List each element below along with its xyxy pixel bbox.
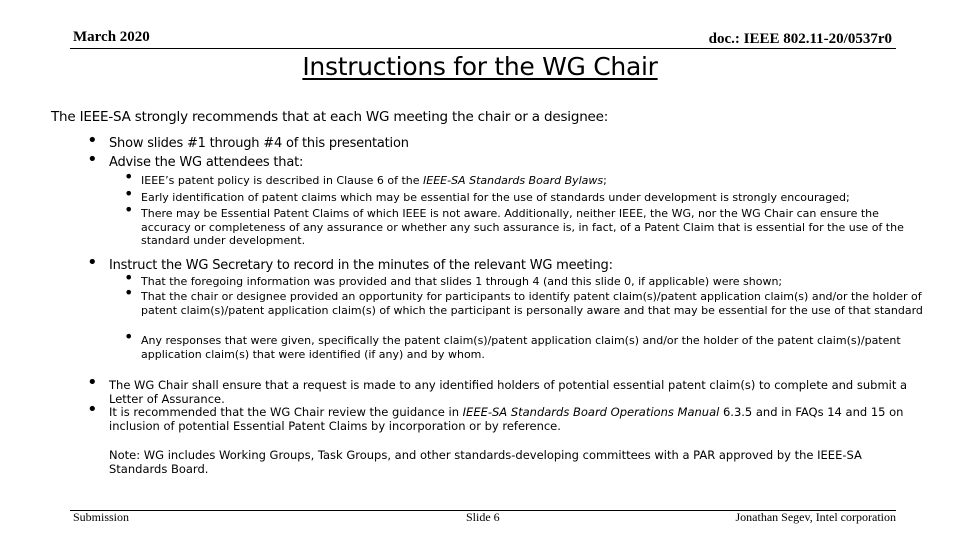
bullet-icon: • [124, 268, 134, 287]
bullet-icon: • [87, 149, 98, 170]
bullet-icon: • [87, 252, 98, 273]
sub-item-responses [124, 327, 926, 361]
bullet-icon: • [124, 283, 134, 302]
sub-item-text: There may be Essential Patent Claims of which IEEE is not aware. Additionally, neither IEEE, the WG, nor the WG Chair can ensure the accuracy or completeness of any assurance or whether any such assurance is, in fact, of a Patent Claim that is essential for the use of the standard under development. [141, 207, 904, 247]
sub-item-text: Early identification of patent claims which may be essential for the use of standards under development is strongly encouraged; [141, 191, 850, 204]
sub-item-text: IEEE’s patent policy is described in Clause 6 of the IEEE-SA Standards Board Bylaws; [141, 174, 607, 187]
list-item-text: Instruct the WG Secretary to record in the minutes of the relevant WG meeting: [109, 258, 613, 273]
sub-item-opportunity [124, 283, 926, 317]
sub-item-early-identification [124, 184, 926, 205]
footer-slide-number: Slide 6 [466, 510, 500, 524]
list-item-text: It is recommended that the WG Chair review the guidance in IEEE-SA Standards Board Operations Manual 6.3.5 and in FAQs 14 and 15 on inclusion of potential Essential Patent Claims by incorporation or by reference. [109, 405, 904, 433]
list-item-guidance-review [87, 399, 909, 433]
sub-item-patent-policy [124, 167, 926, 188]
header-doc-id: doc.: IEEE 802.11-20/0537r0 [708, 31, 892, 47]
list-item-text: Show slides #1 through #4 of this presentation [109, 136, 409, 151]
footer-submission: Submission [73, 510, 130, 524]
slide-title: Instructions for the WG Chair [302, 52, 658, 81]
sub-item-text: Any responses that were given, specifically the patent claim(s)/patent application claim(s) and/or the holder of the patent claim(s)/patent application claim(s) that were identified (if any) and by whom. [141, 334, 901, 361]
list-item-advise-attendees [87, 149, 924, 170]
sub-item-text: That the foregoing information was provided and that slides 1 through 4 (and this slide 0, if applicable) were shown; [141, 275, 783, 288]
bullet-icon: • [124, 184, 134, 203]
list-item-show-slides [87, 130, 924, 151]
bullet-icon: • [87, 399, 98, 420]
footer-author: Jonathan Segev, Intel corporation [735, 510, 896, 524]
bullet-icon: • [87, 130, 98, 151]
header-divider [70, 48, 896, 49]
header-date: March 2020 [73, 29, 150, 45]
list-item-letter-of-assurance [87, 372, 909, 406]
bullet-icon: • [124, 200, 134, 219]
wg-note: Note: WG includes Working Groups, Task Groups, and other standards-developing committees with a PAR approved by the IEEE-SA Standards Board. [109, 448, 862, 476]
list-item-instruct-secretary [87, 252, 924, 273]
bullet-icon: • [124, 167, 134, 186]
sub-item-information-provided [124, 268, 926, 289]
bullet-icon: • [87, 372, 98, 393]
list-item-text: Advise the WG attendees that: [109, 155, 304, 170]
intro-text: The IEEE-SA strongly recommends that at each WG meeting the chair or a designee: [51, 109, 609, 125]
sub-item-essential-claims [124, 200, 926, 248]
sub-item-text: That the chair or designee provided an opportunity for participants to identify patent claim(s)/patent application claim(s) and/or the holder of patent claim(s)/patent application claim(s) of which the participant is personally aware and that may be essential for the use of that standard [141, 290, 923, 317]
bullet-icon: • [124, 327, 134, 346]
list-item-text: The WG Chair shall ensure that a request is made to any identified holders of potential essential patent claim(s) to complete and submit a Letter of Assurance. [109, 378, 908, 406]
